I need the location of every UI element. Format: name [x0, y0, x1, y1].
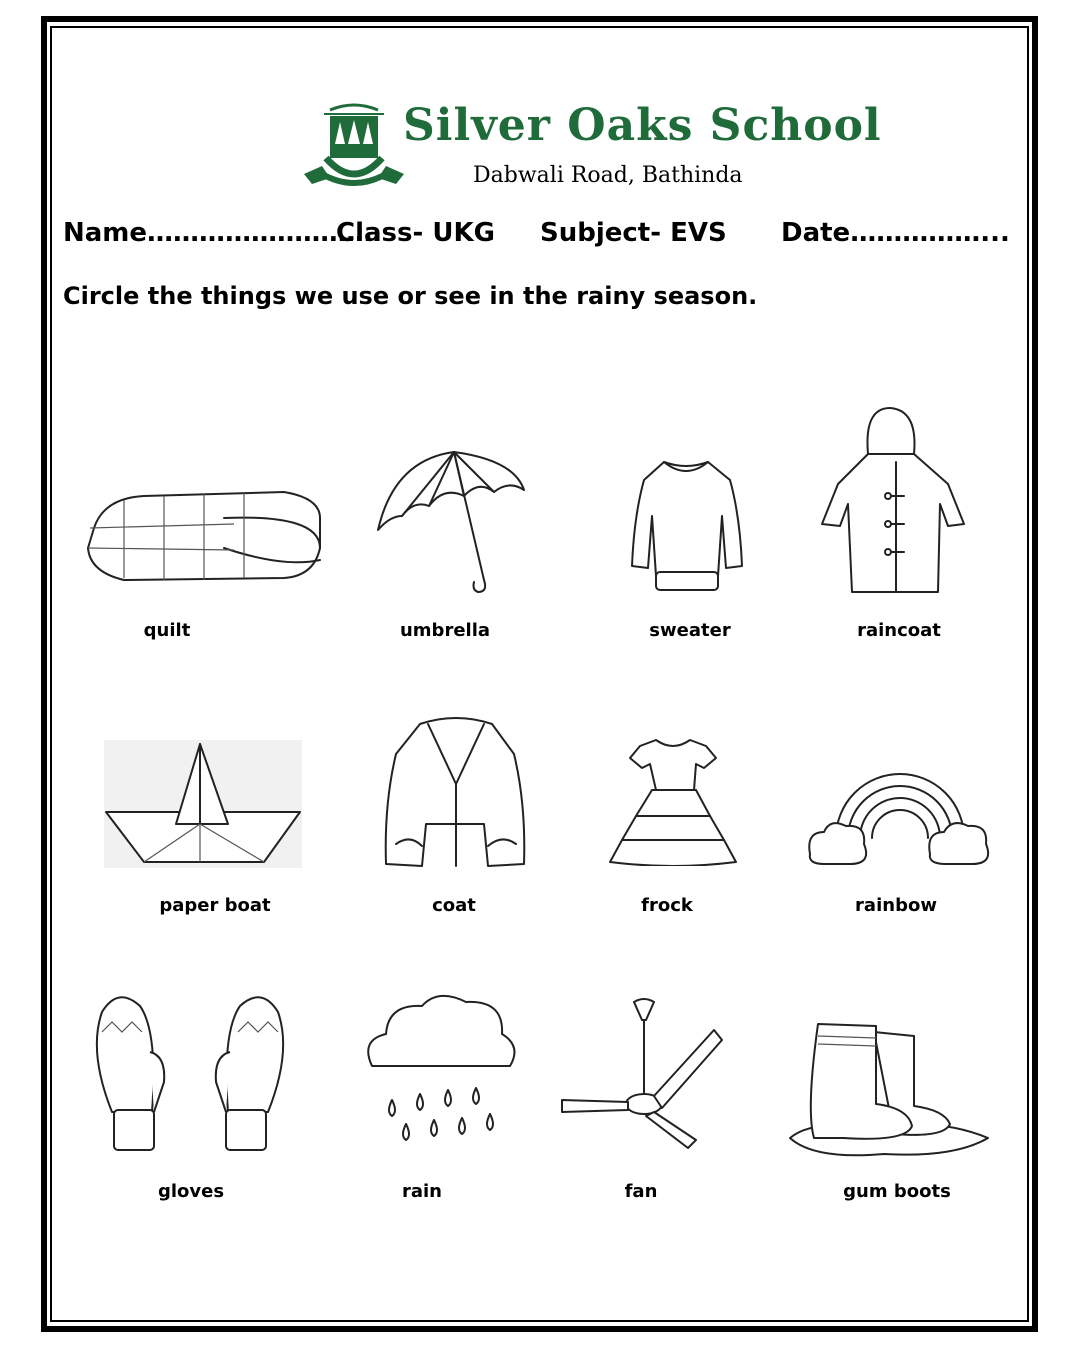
quilt-icon[interactable] — [84, 488, 334, 588]
paper-boat-icon[interactable] — [104, 740, 302, 868]
coat-icon[interactable] — [380, 714, 530, 874]
school-crest-icon — [300, 100, 408, 195]
rainbow-icon[interactable] — [806, 768, 994, 870]
item-label-sweater: sweater — [649, 620, 731, 641]
item-label-coat: coat — [432, 895, 476, 916]
item-label-fan: fan — [624, 1181, 658, 1202]
umbrella-icon[interactable] — [374, 450, 534, 600]
rain-icon[interactable] — [362, 990, 518, 1156]
item-label-raincoat: raincoat — [857, 620, 941, 641]
item-label-paper-boat: paper boat — [159, 895, 271, 916]
item-label-quilt: quilt — [143, 620, 191, 641]
gum-boots-icon[interactable] — [784, 1020, 994, 1160]
gloves-icon[interactable] — [92, 992, 288, 1152]
name-field: Name……………………… — [63, 218, 382, 248]
item-label-rainbow: rainbow — [855, 895, 937, 916]
item-label-gum-boots: gum boots — [843, 1181, 951, 1202]
item-label-rain: rain — [401, 1181, 443, 1202]
date-field: Date……………... — [781, 218, 1010, 248]
subject-field: Subject- EVS — [540, 218, 727, 248]
class-field: Class- UKG — [336, 218, 495, 248]
raincoat-icon[interactable] — [818, 404, 968, 594]
item-label-frock: frock — [641, 895, 693, 916]
instruction-text: Circle the things we use or see in the rainy season. — [63, 282, 758, 310]
item-label-gloves: gloves — [157, 1181, 225, 1202]
school-name: Silver Oaks School — [403, 100, 882, 151]
school-address: Dabwali Road, Bathinda — [473, 163, 743, 188]
item-label-umbrella: umbrella — [399, 620, 491, 641]
fan-icon[interactable] — [558, 996, 724, 1152]
frock-icon[interactable] — [606, 736, 740, 866]
sweater-icon[interactable] — [626, 456, 746, 596]
